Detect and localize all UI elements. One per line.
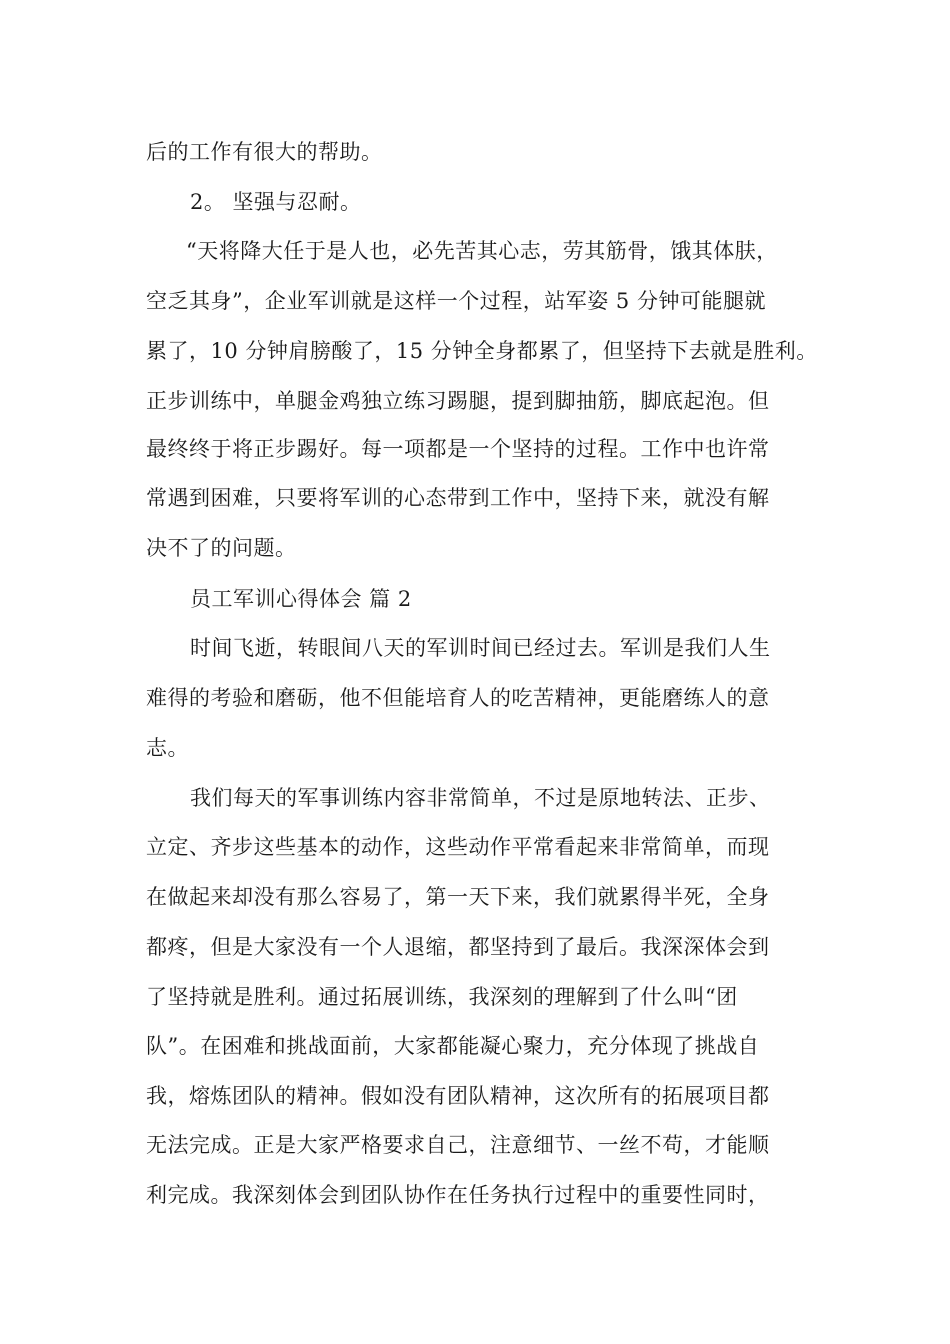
text-line: 了坚持就是胜利。通过拓展训练，我深刻的理解到了什么叫“团 — [146, 985, 738, 1009]
text-line: 最终终于将正步踢好。每一项都是一个坚持的过程。工作中也许常 — [146, 437, 770, 461]
text-line: 都疼，但是大家没有一个人退缩，都坚持到了最后。我深深体会到 — [146, 935, 770, 959]
text-line: 我们每天的军事训练内容非常简单，不过是原地转法、正步、 — [190, 786, 771, 810]
text-line: 决不了的问题。 — [146, 536, 297, 560]
text-line: 利完成。我深刻体会到团队协作在任务执行过程中的重要性同时， — [146, 1183, 770, 1207]
text-line: 常遇到困难，只要将军训的心态带到工作中，坚持下来，就没有解 — [146, 486, 770, 510]
section-heading: 2。 坚强与忍耐。 — [190, 190, 362, 214]
text-line: 空乏其身”，企业军训就是这样一个过程，站军姿 5 分钟可能腿就 — [146, 289, 766, 313]
article-heading: 员工军训心得体会 篇 2 — [190, 587, 412, 611]
text-line: 立定、齐步这些基本的动作，这些动作平常看起来非常简单，而现 — [146, 835, 770, 859]
text-line: 难得的考验和磨砺，他不但能培育人的吃苦精神，更能磨练人的意 — [146, 686, 770, 710]
text-line: 在做起来却没有那么容易了，第一天下来，我们就累得半死，全身 — [146, 885, 770, 909]
text-line: 无法完成。正是大家严格要求自己，注意细节、一丝不苟，才能顺 — [146, 1133, 770, 1157]
text-line: 队”。在困难和挑战面前，大家都能凝心聚力，充分体现了挑战自 — [146, 1034, 760, 1058]
text-line: 正步训练中，单腿金鸡独立练习踢腿，提到脚抽筋，脚底起泡。但 — [146, 389, 770, 413]
text-line: 后的工作有很大的帮助。 — [146, 140, 383, 164]
text-line: 志。 — [146, 736, 189, 760]
text-line: 我，熔炼团队的精神。假如没有团队精神，这次所有的拓展项目都 — [146, 1084, 770, 1108]
text-line: 时间飞逝，转眼间八天的军训时间已经过去。军训是我们人生 — [190, 636, 771, 660]
text-line: 累了，10 分钟肩膀酸了，15 分钟全身都累了，但坚持下去就是胜利。 — [146, 339, 818, 363]
text-line: “天将降大任于是人也，必先苦其心志，劳其筋骨，饿其体肤， — [186, 239, 778, 263]
